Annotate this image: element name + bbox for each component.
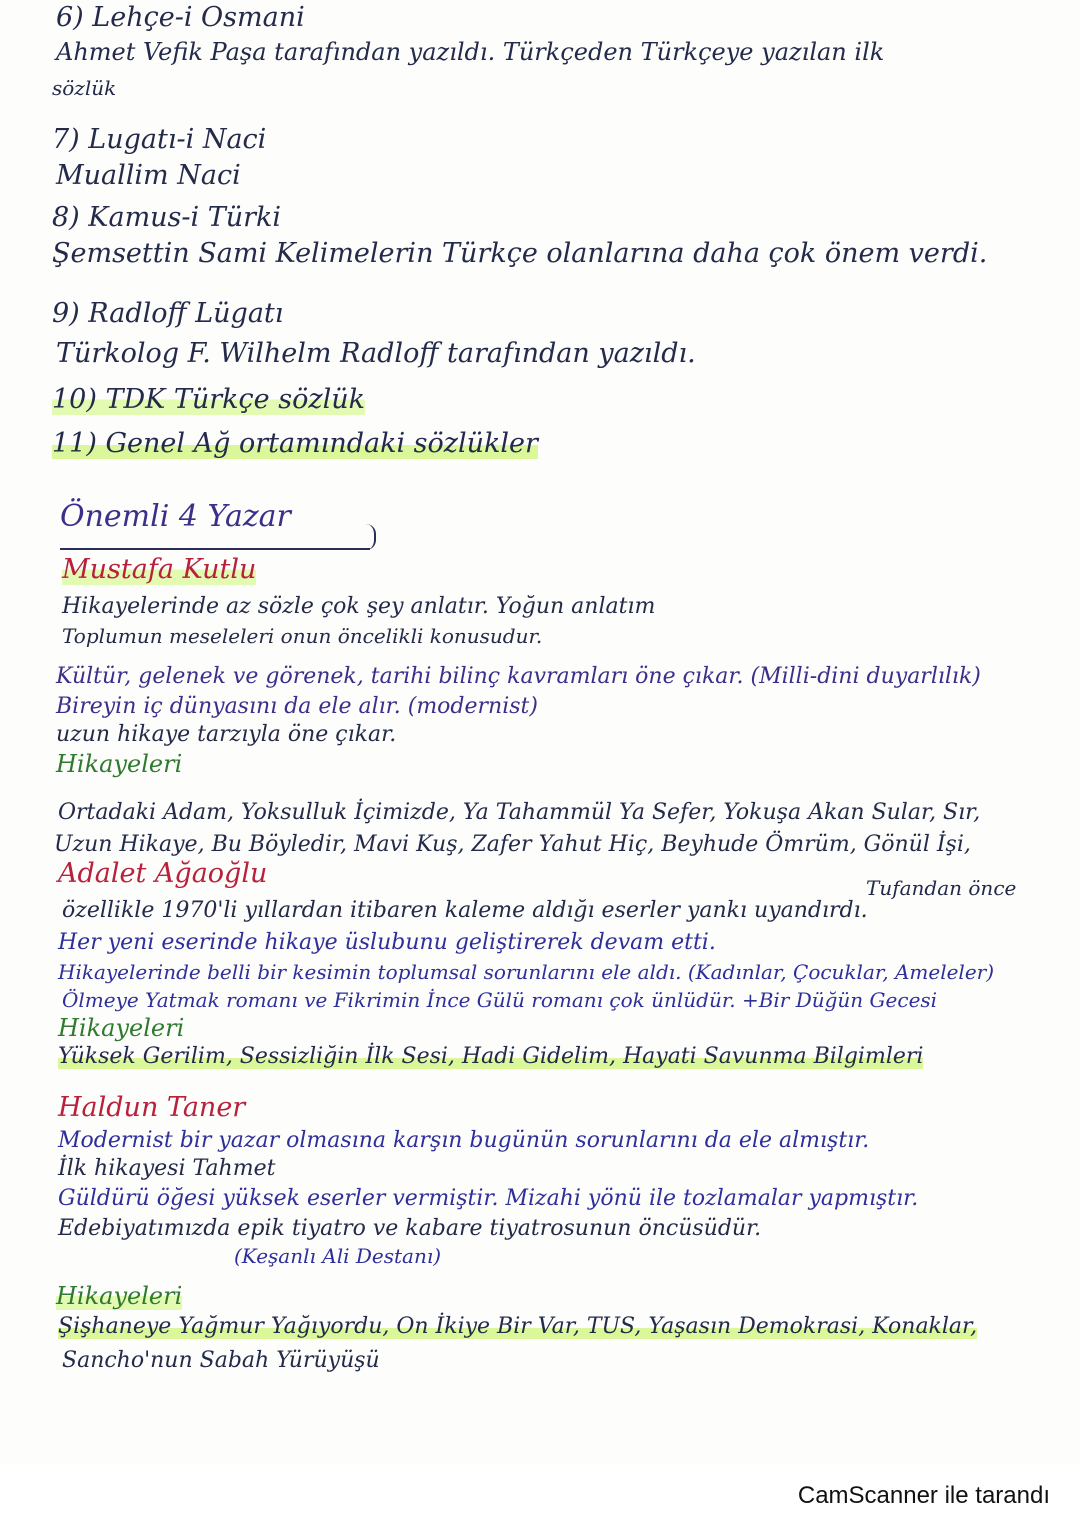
taner-works-label: Hikayeleri: [56, 1282, 183, 1310]
scanner-watermark: CamScanner ile tarandı: [797, 1482, 1050, 1509]
kutlu-line-5: uzun hikaye tarzıyla öne çıkar.: [56, 722, 397, 747]
agaoglu-line-4: Ölmeye Yatmak romanı ve Fikrimin İnce Gülü romanı çok ünlüdür. +Bir Düğün Gecesi: [62, 988, 938, 1012]
agaoglu-line-1: özellikle 1970'li yıllardan itibaren kaleme aldığı eserler yankı uyandırdı.: [62, 898, 868, 923]
kutlu-line-2: Toplumun meseleleri onun öncelikli konusudur.: [62, 624, 543, 648]
dict-7-desc: Muallim Naci: [56, 160, 241, 191]
agaoglu-line-2: Her yeni eserinde hikaye üslubunu geliştirerek devam etti.: [58, 930, 716, 955]
kutlu-works-label: Hikayeleri: [56, 750, 183, 778]
taner-line-4: Edebiyatımızda epik tiyatro ve kabare tiyatrosunun öncüsüdür.: [58, 1216, 762, 1241]
taner-line-3: Güldürü öğesi yüksek eserler vermiştir. Mizahi yönü ile tozlamalar yapmıştır.: [58, 1186, 919, 1211]
dict-8-desc: Şemsettin Sami Kelimelerin Türkçe olanlarına daha çok önem verdi.: [52, 238, 988, 269]
agaoglu-line-3: Hikayelerinde belli bir kesimin toplumsal sorunlarını ele aldı. (Kadınlar, Çocuklar, Ameleler): [58, 960, 995, 984]
kutlu-line-3: Kültür, gelenek ve görenek, tarihi bilinç kavramları öne çıkar. (Milli-dini duyarlılık): [56, 664, 981, 689]
kutlu-note: Tufandan önce: [866, 876, 1017, 900]
kutlu-works-2: Uzun Hikaye, Bu Böyledir, Mavi Kuş, Zafer Yahut Hiç, Beyhude Ömrüm, Gönül İşi,: [54, 832, 971, 857]
dict-6-desc2: sözlük: [52, 76, 117, 100]
dict-6-title: 6) Lehçe-i Osmani: [56, 2, 305, 33]
dict-9-desc: Türkolog F. Wilhelm Radloff tarafından yazıldı.: [56, 338, 696, 369]
dict-9-title: 9) Radloff Lügatı: [52, 298, 284, 329]
taner-works-2: Sancho'nun Sabah Yürüyüşü: [62, 1348, 380, 1373]
author-name-taner: Haldun Taner: [58, 1092, 246, 1123]
dict-8-title: 8) Kamus-i Türki: [52, 202, 282, 233]
heading-underline: [60, 548, 370, 550]
dict-6-desc: Ahmet Vefik Paşa tarafından yazıldı. Türkçeden Türkçeye yazılan ilk: [56, 38, 885, 66]
dict-10-title: 10) TDK Türkçe sözlük: [52, 384, 365, 415]
taner-line-1: Modernist bir yazar olmasına karşın bugünün sorunlarını da ele almıştır.: [58, 1128, 870, 1153]
author-name-agaoglu: Adalet Ağaoğlu: [58, 858, 268, 889]
taner-sub-note: (Keşanlı Ali Destanı): [234, 1244, 442, 1268]
kutlu-works-1: Ortadaki Adam, Yoksulluk İçimizde, Ya Tahammül Ya Sefer, Yokuşa Akan Sular, Sır,: [58, 800, 981, 825]
kutlu-line-1: Hikayelerinde az sözle çok şey anlatır. Yoğun anlatım: [62, 594, 656, 619]
dict-7-title: 7) Lugatı-i Naci: [52, 124, 267, 155]
taner-line-2: İlk hikayesi Tahmet: [58, 1156, 276, 1181]
agaoglu-works-1: Yüksek Gerilim, Sessizliğin İlk Sesi, Hadi Gidelim, Hayati Savunma Bilgimleri: [58, 1044, 924, 1069]
kutlu-line-4: Bireyin iç dünyasını da ele alır. (modernist): [56, 694, 538, 719]
dict-11-title: 11) Genel Ağ ortamındaki sözlükler: [52, 428, 538, 459]
author-name-kutlu: Mustafa Kutlu: [62, 554, 257, 585]
taner-works-1: Şişhaneye Yağmur Yağıyordu, On İkiye Bir Var, TUS, Yaşasın Demokrasi, Konaklar,: [58, 1314, 978, 1339]
section-heading: Önemli 4 Yazar: [60, 499, 291, 534]
agaoglu-works-label: Hikayeleri: [58, 1014, 185, 1042]
heading-bracket: [364, 524, 376, 550]
